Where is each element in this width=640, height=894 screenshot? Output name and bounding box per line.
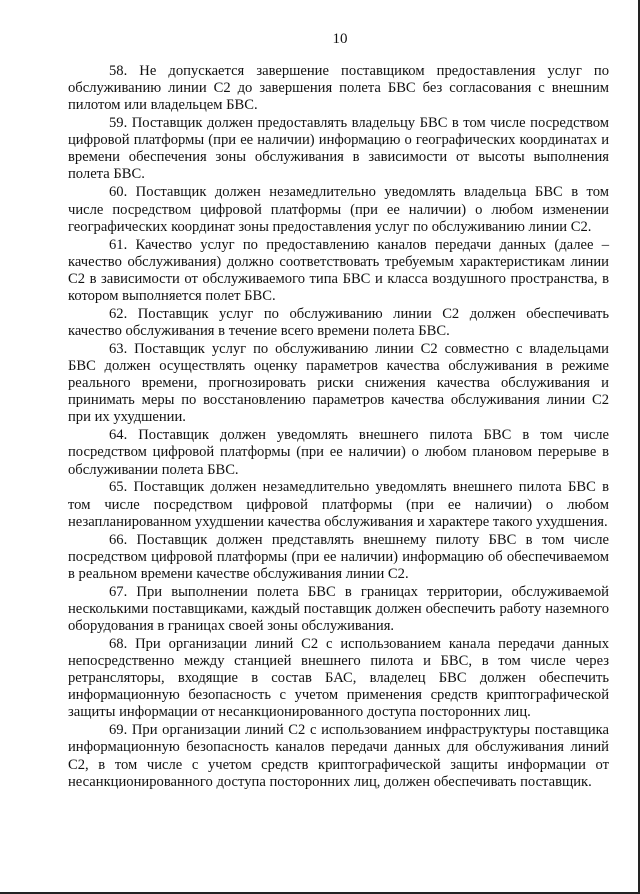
paragraph-64: 64. Поставщик должен уведомлять внешнего пилота БВС в том числе посредством цифровой платформы (при ее наличии) о любом плановом перерыве в обслуживании полета БВС.	[68, 427, 609, 478]
page-number: 10	[332, 31, 348, 47]
paragraph-66: 66. Поставщик должен представлять внешнему пилоту БВС в том числе посредством цифровой платформы (при ее наличии) информацию об обеспечиваемом в реальном времени качестве обслуживания линии С2.	[68, 531, 609, 582]
paragraph-58: 58. Не допускается завершение поставщиком предоставления услуг по обслуживанию линии С2 до завершения полета БВС без согласования с внешним пилотом или владельцем БВС.	[68, 63, 609, 114]
paragraph-62: 62. Поставщик услуг по обслуживанию линии С2 должен обеспечивать качество обслуживания в течение всего времени полета БВС.	[68, 305, 609, 339]
paragraph-60: 60. Поставщик должен незамедлительно уведомлять владельца БВС в том числе посредством цифровой платформы (при ее наличии) о любом изменении географических координат зоны предоставления услуг по обслуживанию линии С2.	[68, 184, 609, 235]
paragraph-69: 69. При организации линий С2 с использованием инфраструктуры поставщика информационную безопасность каналов передачи данных для обслуживания линий С2, в том числе с учетом средств криптографической защиты информации от несанкционированного доступа посторонних лиц, должен обеспечивать поставщик.	[68, 722, 609, 790]
paragraph-65: 65. Поставщик должен незамедлительно уведомлять внешнего пилота БВС в том числе посредством цифровой платформы (при ее наличии) о любом незапланированном ухудшении качества обслуживания и характере такого ухудшения.	[68, 479, 609, 530]
paragraph-63: 63. Поставщик услуг по обслуживанию линии С2 совместно с владельцами БВС должен осуществлять оценку параметров качества обслуживания в режиме реального времени, прогнозировать риски снижения качества обслуживания и принимать меры по восстановлению параметров качества обслуживания линии С2 при их ухудшении.	[68, 340, 609, 426]
paragraph-68: 68. При организации линий С2 с использованием канала передачи данных непосредственно между станцией внешнего пилота и БВС, в том числе через ретрансляторы, входящие в состав БАС, владелец БВС должен обеспечить информационную безопасность с учетом применения средств криптографической защиты информации от несанкционированного доступа посторонних лиц.	[68, 636, 609, 721]
paragraph-61: 61. Качество услуг по предоставлению каналов передачи данных (далее – качество обслуживания) должно соответствовать требуемым характеристикам линии С2 в зависимости от обслуживаемого типа БВС и класса воздушного пространства, в котором выполняется полет БВС.	[68, 236, 609, 304]
paragraph-67: 67. При выполнении полета БВС в границах территории, обслуживаемой несколькими поставщиками, каждый поставщик должен обеспечить работу наземного оборудования в границах своей зоны обслуживания.	[68, 583, 609, 635]
paragraph-59: 59. Поставщик должен предоставлять владельцу БВС в том числе посредством цифровой платформы (при ее наличии) информацию о географических координатах и времени обеспечения зоны обслуживания в зависимости от высоты выполнения полета БВС.	[68, 115, 609, 183]
document-body	[68, 63, 609, 792]
